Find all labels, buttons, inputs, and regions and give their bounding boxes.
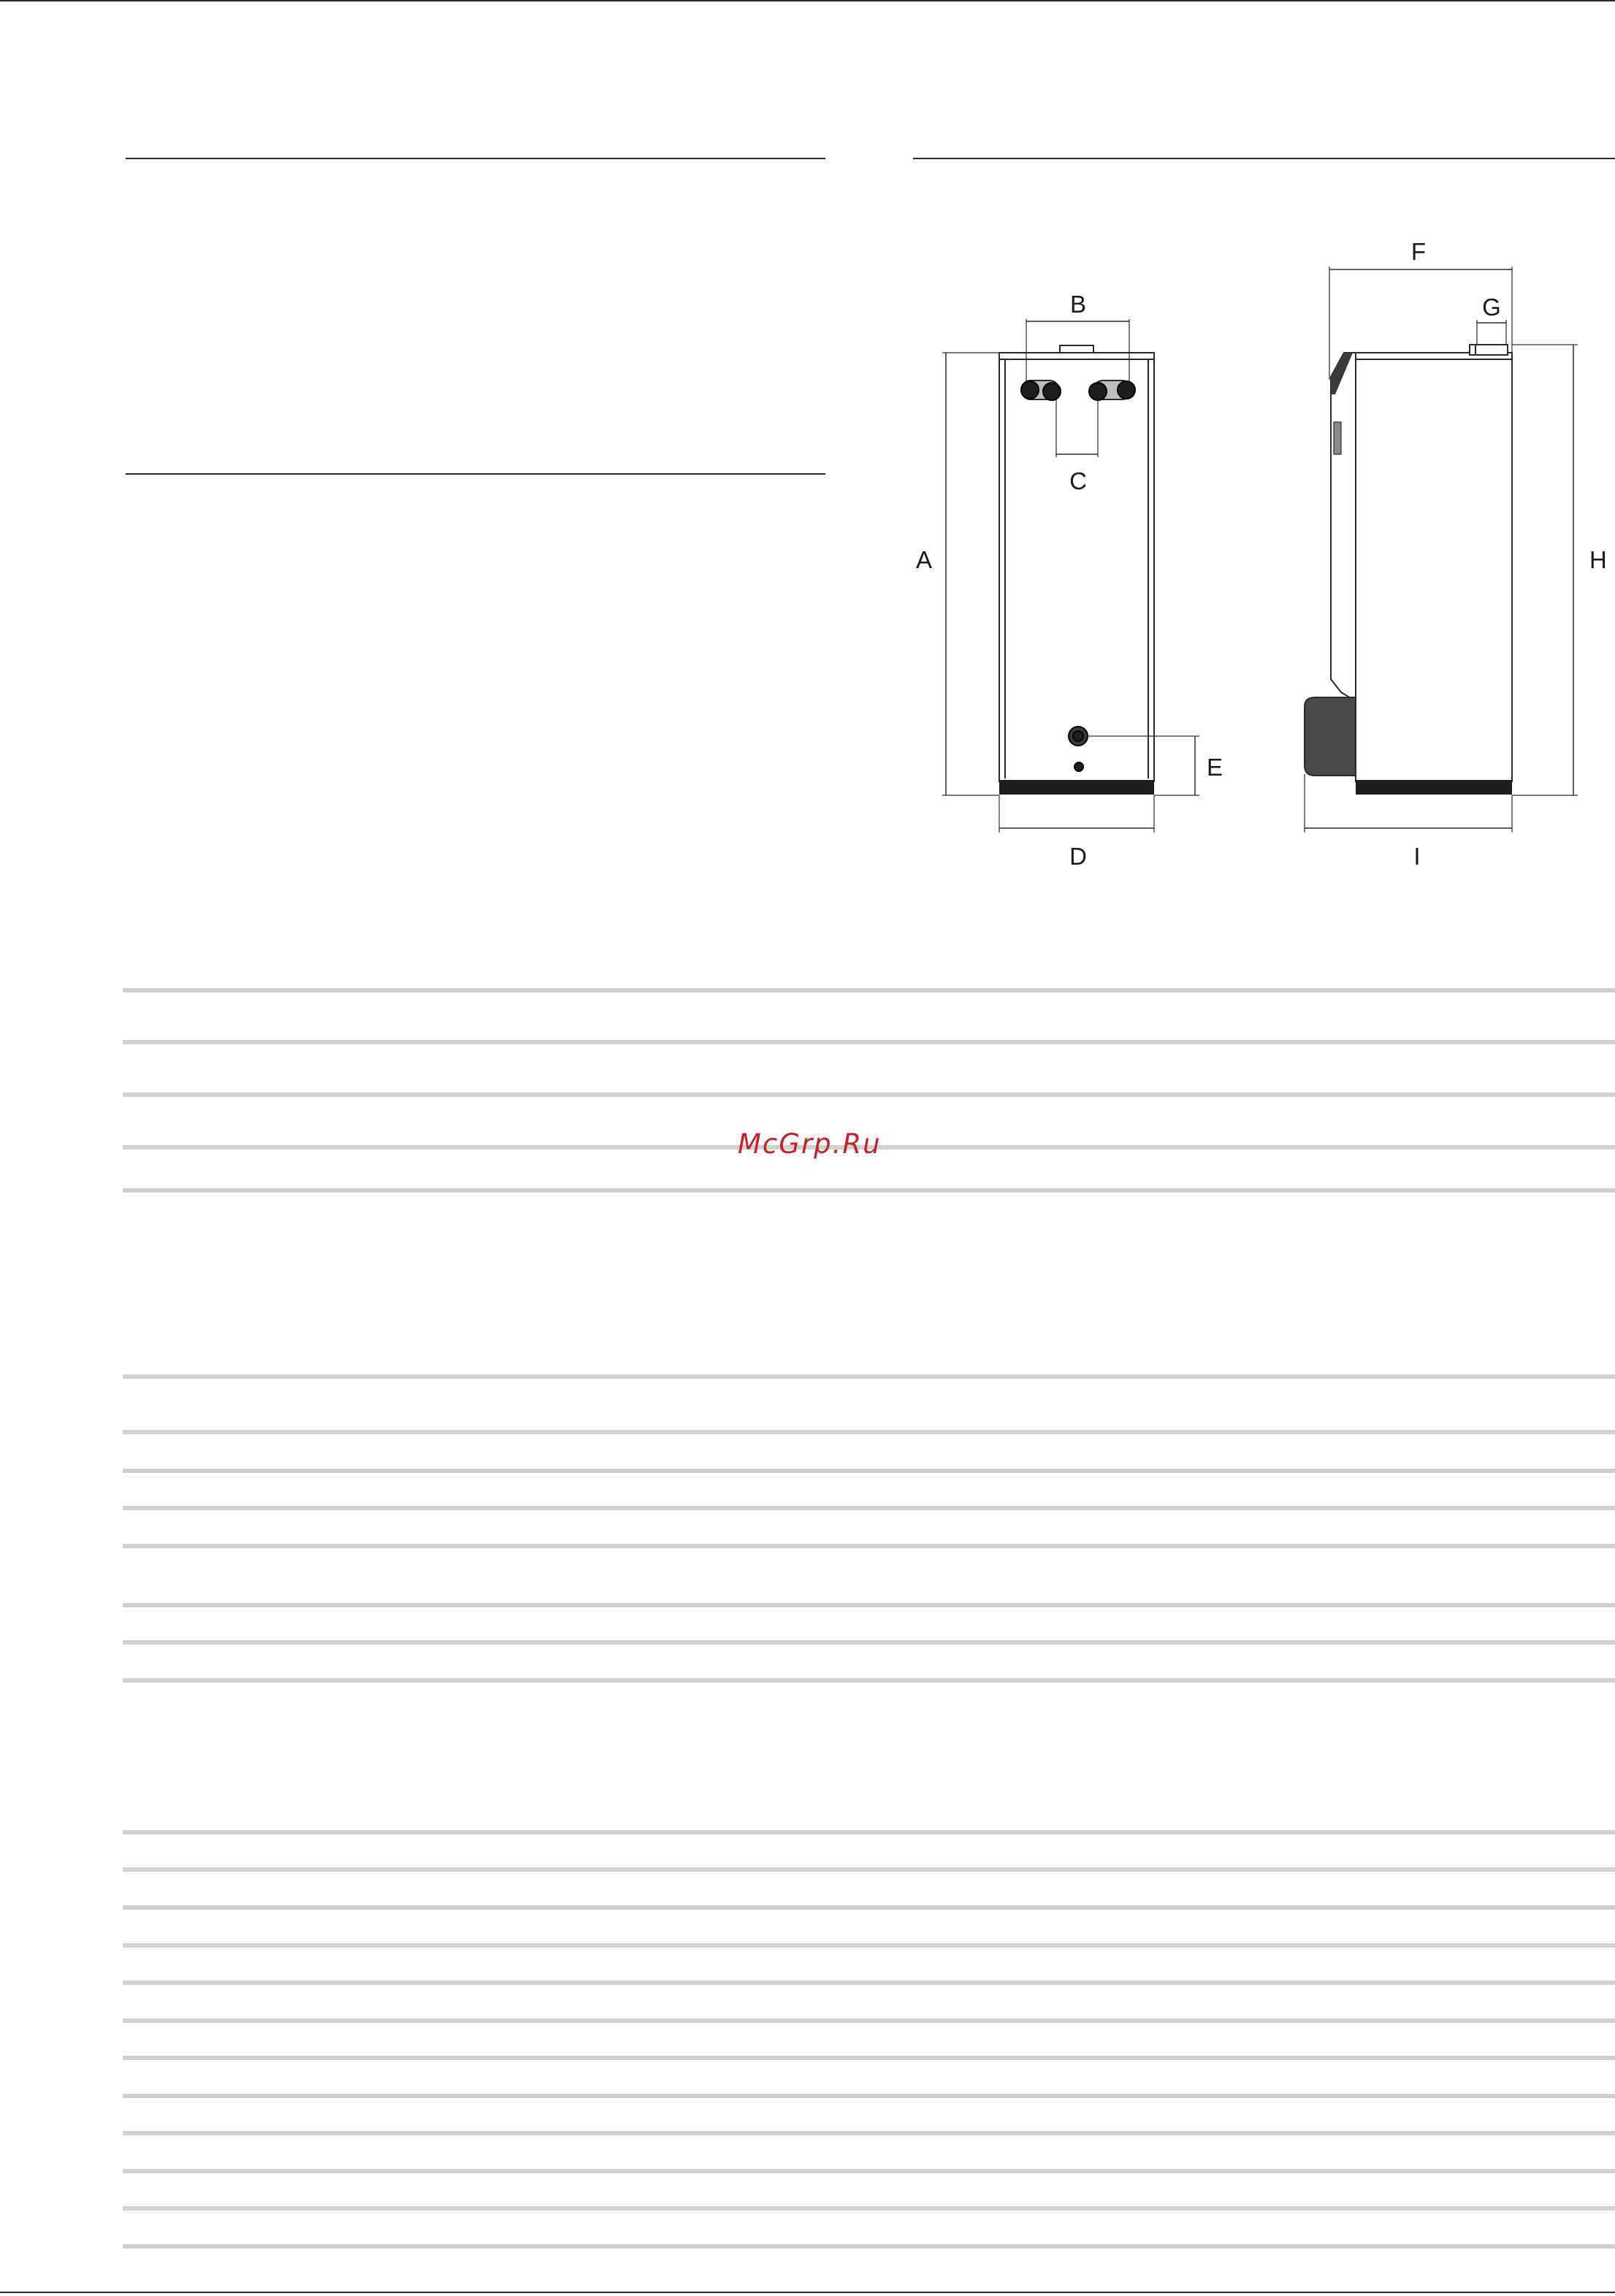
dim-label-E: E — [1207, 754, 1223, 781]
watermark-text: McGrp.Ru — [738, 1128, 882, 1160]
connection-4 — [1118, 381, 1135, 399]
table2-rule-8 — [123, 1678, 1615, 1683]
connection-1 — [1021, 381, 1039, 399]
side-base — [1356, 780, 1512, 795]
table3-rule-6 — [123, 2018, 1615, 2023]
side-door-panel — [1331, 353, 1356, 701]
front-flue-stub — [1060, 345, 1093, 353]
table2-rule-3 — [123, 1469, 1615, 1473]
boiler-dimension-drawing — [0, 0, 1615, 920]
table3-rule-5 — [123, 1981, 1615, 1985]
dim-label-C: C — [1069, 467, 1087, 494]
table1-rule-2 — [123, 1040, 1615, 1044]
dim-label-B: B — [1069, 291, 1087, 318]
table3-rule-10 — [123, 2169, 1615, 2173]
side-inspection-window — [1334, 422, 1341, 454]
table2-rule-2 — [123, 1430, 1615, 1434]
table2-rule-7 — [123, 1640, 1615, 1645]
table1-rule-3 — [123, 1092, 1615, 1097]
table3-rule-1 — [123, 1830, 1615, 1834]
table2-rule-6 — [123, 1603, 1615, 1607]
connection-3 — [1089, 383, 1107, 400]
table1-rule-1 — [123, 988, 1615, 992]
table3-rule-2 — [123, 1867, 1615, 1872]
table2-rule-5 — [123, 1544, 1615, 1548]
page-bottom-rule — [0, 2292, 1615, 2293]
table2-rule-4 — [123, 1506, 1615, 1510]
dim-label-I: I — [1413, 843, 1421, 870]
dim-label-D: D — [1069, 843, 1087, 870]
front-body — [999, 353, 1154, 781]
dim-label-H: H — [1589, 546, 1607, 573]
dim-label-F: F — [1410, 238, 1427, 265]
table3-rule-11 — [123, 2206, 1615, 2211]
table3-rule-8 — [123, 2094, 1615, 2098]
table3-rule-9 — [123, 2131, 1615, 2135]
table3-rule-7 — [123, 2056, 1615, 2060]
table2-rule-1 — [123, 1374, 1615, 1379]
connection-2 — [1043, 383, 1061, 400]
drain-plug — [1074, 762, 1083, 771]
table3-rule-3 — [123, 1905, 1615, 1910]
table1-rule-5 — [123, 1188, 1615, 1193]
table3-rule-12 — [123, 2244, 1615, 2249]
front-base — [999, 780, 1154, 795]
dim-label-G: G — [1482, 294, 1501, 321]
burner-housing — [1305, 697, 1356, 776]
table3-rule-4 — [123, 1943, 1615, 1948]
front-view — [942, 319, 1199, 833]
dim-label-A: A — [916, 546, 933, 573]
side-body — [1356, 353, 1512, 781]
